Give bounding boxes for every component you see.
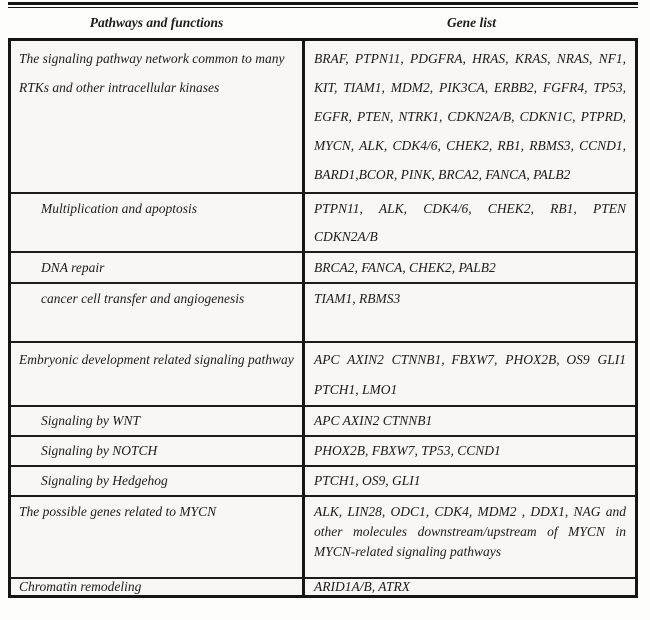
- gene-line: APC AXIN2 CTNNB1, FBXW7, PHOX2B, OS9 GLI1: [314, 352, 626, 367]
- table-row-embryonic-development: [11, 341, 635, 405]
- gene-line: APC AXIN2 CTNNB1: [314, 413, 433, 428]
- pathway-cell: The signaling pathway network common to many RTKs and other intracellular kinases: [11, 41, 305, 192]
- pathway-cell: cancer cell transfer and angiogenesis: [11, 284, 305, 341]
- table-row-chromatin-remodeling: [11, 577, 635, 595]
- pathway-cell: Chromatin remodeling: [11, 579, 305, 595]
- table-row-transfer-angiogenesis: [11, 282, 635, 341]
- gene-line: KIT, TIAM1, MDM2, PIK3CA, ERBB2, FGFR4, TP53,: [314, 80, 626, 95]
- pathway-cell: Signaling by NOTCH: [11, 437, 305, 465]
- column-header-genes: Gene list: [446, 15, 497, 30]
- column-header-pathways: Pathways and functions: [89, 15, 224, 30]
- gene-list-cell: [305, 437, 635, 465]
- gene-list-cell: [305, 579, 635, 595]
- gene-line: other molecules downstream/upstream of MYCN in: [314, 524, 626, 539]
- gene-line: EGFR, PTEN, NTRK1, CDKN2A/B, CDKN1C, PTPRD,: [314, 109, 626, 124]
- gene-line: ALK, LIN28, ODC1, CDK4, MDM2 , DDX1, NAG and: [314, 504, 626, 519]
- gene-line: BARD1,BCOR, PINK, BRCA2, FANCA, PALB2: [314, 167, 571, 182]
- gene-line: MYCN-related signaling pathways: [314, 544, 502, 559]
- gene-list-cell: [305, 407, 635, 435]
- gene-line: BRAF, PTPN11, PDGFRA, HRAS, KRAS, NRAS, NF1,: [314, 51, 626, 66]
- table-row-hedgehog: [11, 465, 635, 495]
- pathway-cell: DNA repair: [11, 253, 305, 282]
- gene-line: ARID1A/B, ATRX: [314, 579, 410, 594]
- gene-list-cell: [305, 253, 635, 282]
- table-row-mycn-related: [11, 495, 635, 577]
- gene-line: PHOX2B, FBXW7, TP53, CCND1: [314, 443, 501, 458]
- gene-list-cell: [305, 41, 635, 192]
- table-header-row: [8, 8, 638, 38]
- gene-line: TIAM1, RBMS3: [314, 291, 401, 306]
- gene-line: PTPN11, ALK, CDK4/6, CHEK2, RB1, PTEN CDKN2A/B: [314, 201, 626, 244]
- gene-line: PTCH1, OS9, GLI1: [314, 473, 421, 488]
- pathway-cell: Multiplication and apoptosis: [11, 194, 305, 251]
- gene-list-cell: [305, 343, 635, 405]
- gene-line: BRCA2, FANCA, CHEK2, PALB2: [314, 260, 496, 275]
- pathway-cell: The possible genes related to MYCN: [11, 497, 305, 577]
- table-row-rtk-kinases: [11, 41, 635, 192]
- pathway-cell: Signaling by Hedgehog: [11, 467, 305, 495]
- gene-line: MYCN, ALK, CDK4/6, CHEK2, RB1, RBMS3, CCND1,: [314, 138, 626, 153]
- table-row-multiplication-apoptosis: [11, 192, 635, 251]
- table-body: [8, 38, 638, 598]
- gene-list-cell: [305, 467, 635, 495]
- gene-list-cell: [305, 194, 635, 251]
- gene-line: PTCH1, LMO1: [314, 382, 398, 397]
- gene-pathway-table: [8, 2, 638, 598]
- pathway-cell: Embryonic development related signaling pathway: [11, 343, 305, 405]
- table-row-notch: [11, 435, 635, 465]
- pathway-cell: Signaling by WNT: [11, 407, 305, 435]
- table-row-wnt: [11, 405, 635, 435]
- gene-list-cell: [305, 284, 635, 341]
- gene-list-cell: [305, 497, 635, 577]
- table-row-dna-repair: [11, 251, 635, 282]
